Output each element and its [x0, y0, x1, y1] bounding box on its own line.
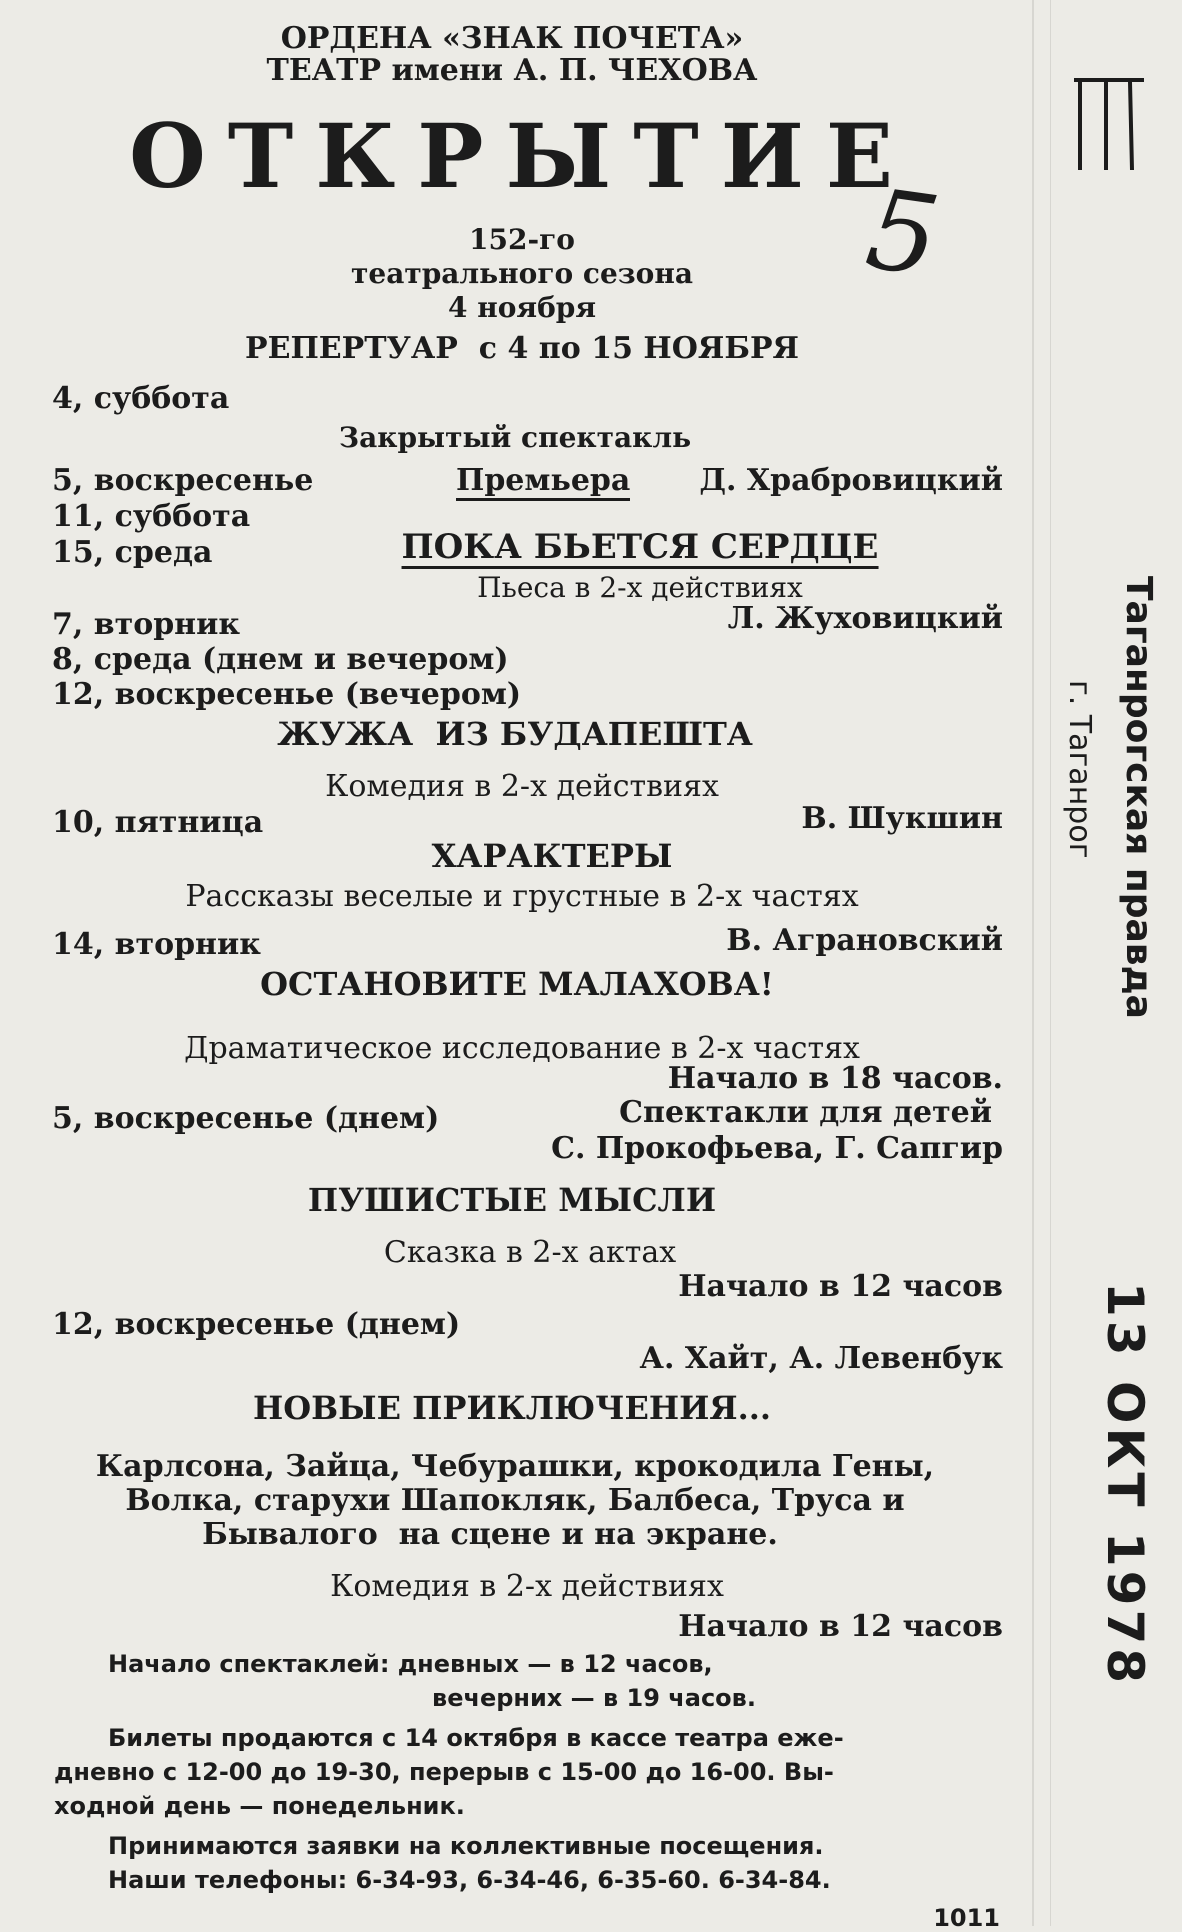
date-row: 5, воскресенье (днем)	[52, 1101, 440, 1136]
start-time: Начало в 12 часов	[678, 1609, 1003, 1644]
column-rule-2	[1050, 0, 1051, 1926]
season-number: 152-го	[469, 223, 575, 256]
play-genre: Рассказы веселые и грустные в 2-х частях	[185, 879, 859, 914]
start-time: Начало в 12 часов	[678, 1269, 1003, 1304]
author: Л. Жуховицкий	[727, 601, 1003, 636]
date-row: 12, воскресенье (днем)	[52, 1307, 461, 1342]
closed-performance: Закрытый спектакль	[338, 421, 692, 454]
date-row: 15, среда	[52, 535, 213, 570]
footer-line: дневно с 12-00 до 19-30, перерыв с 15-00 до 16-00. Вы-	[54, 1758, 834, 1786]
city-name: г. Таганрог	[1062, 680, 1097, 859]
date-row: 10, пятница	[52, 805, 264, 840]
opening-date: 4 ноября	[447, 291, 597, 324]
author: С. Прокофьева, Г. Сапгир	[551, 1131, 1003, 1166]
handwritten-number: 5	[859, 164, 947, 302]
characters-line: Волка, старухи Шапокляк, Балбеса, Труса и	[125, 1483, 905, 1518]
author: А. Хайт, А. Левенбук	[639, 1341, 1003, 1376]
date-row: 4, суббота	[52, 381, 230, 416]
characters-line: Бывалого на сцене и на экране.	[202, 1517, 778, 1552]
phones-line: Наши телефоны: 6-34-93, 6-34-46, 6-35-60. 6-34-84.	[108, 1866, 831, 1894]
play-title: ПУШИСТЫЕ МЫСЛИ	[307, 1181, 717, 1219]
footer-line: Начало спектаклей: дневных — в 12 часов,	[108, 1650, 713, 1678]
play-title: ХАРАКТЕРЫ	[431, 837, 673, 875]
order-line: ОРДЕНА «ЗНАК ПОЧЕТА»	[280, 21, 744, 56]
start-time: Начало в 18 часов.	[667, 1061, 1003, 1096]
play-title: ЖУЖА ИЗ БУДАПЕШТА	[277, 715, 753, 753]
season-text: театрального сезона	[351, 257, 693, 290]
page-title: ОТКРЫТИЕ	[129, 104, 915, 208]
play-genre: Сказка в 2-х актах	[383, 1235, 677, 1270]
play-title: НОВЫЕ ПРИКЛЮЧЕНИЯ...	[253, 1389, 771, 1427]
date-row: 5, воскресенье	[52, 463, 314, 498]
date-row: 7, вторник	[52, 607, 241, 642]
characters-line: Карлсона, Зайца, Чебурашки, крокодила Гены,	[95, 1449, 935, 1484]
play-title: ОСТАНОВИТЕ МАЛАХОВА!	[260, 965, 774, 1003]
date-row: 14, вторник	[52, 927, 261, 962]
footer-line: ходной день — понедельник.	[54, 1792, 465, 1820]
repertoire-heading: РЕПЕРТУАР с 4 по 15 НОЯБРЯ	[245, 331, 799, 366]
theatre-name: ТЕАТР имени А. П. ЧЕХОВА	[266, 53, 758, 88]
column-rule	[1032, 0, 1034, 1926]
footer-line: Принимаются заявки на коллективные посещения.	[108, 1832, 824, 1860]
date-row: 11, суббота	[52, 499, 251, 534]
newspaper-name: Таганрогская правда	[1118, 576, 1159, 1019]
author: Д. Храбровицкий	[699, 463, 1003, 498]
archive-mark-icon	[1066, 70, 1152, 180]
author: В. Шукшин	[801, 801, 1003, 836]
play-title: ПОКА БЬЕТСЯ СЕРДЦЕ	[401, 527, 879, 567]
date-stamp: 13 ОКТ 1978	[1096, 1282, 1154, 1688]
footer-line: вечерних — в 19 часов.	[432, 1684, 756, 1712]
play-genre: Комедия в 2-х действиях	[330, 1569, 724, 1604]
author: В. Аграновский	[726, 923, 1003, 958]
date-row: 12, воскресенье (вечером)	[52, 677, 522, 712]
play-genre: Комедия в 2-х действиях	[325, 769, 719, 804]
date-row: 8, среда (днем и вечером)	[52, 642, 509, 677]
footer-line: Билеты продаются с 14 октября в кассе театра еже-	[108, 1724, 844, 1752]
premiere-label: Премьера	[456, 466, 630, 501]
play-genre: Драматическое исследование в 2-х частях	[184, 1031, 860, 1066]
play-genre: Пьеса в 2-х действиях	[477, 571, 803, 604]
kids-label: Спектакли для детей	[619, 1095, 992, 1130]
print-code: 1011	[933, 1904, 1000, 1932]
